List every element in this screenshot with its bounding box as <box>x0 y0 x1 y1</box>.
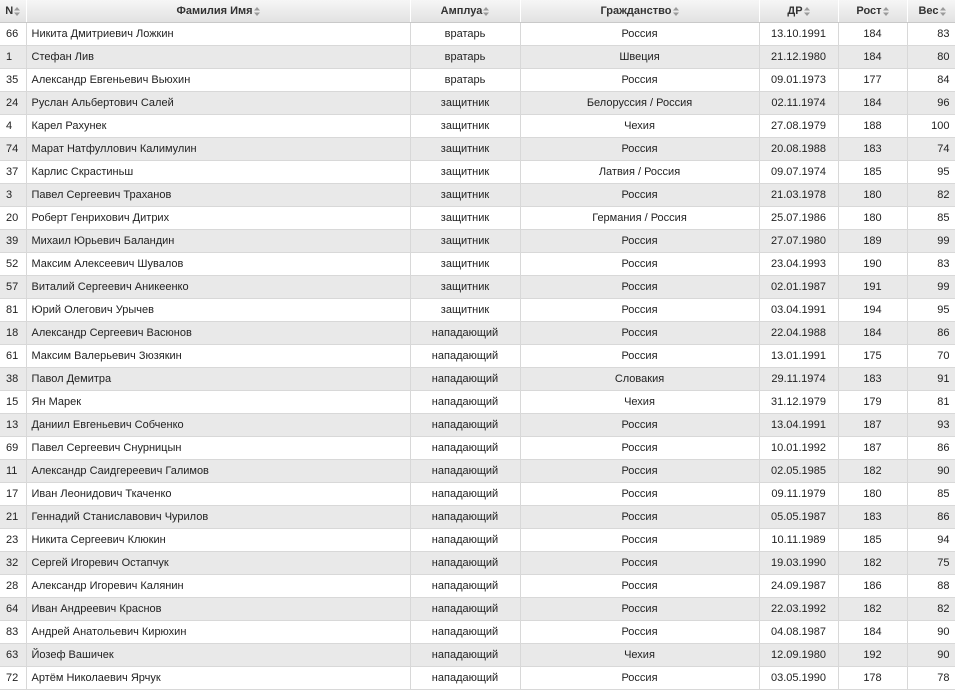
sort-arrows-icon <box>883 7 889 16</box>
cell-name: Павел Сергеевич Снурницын <box>26 437 410 460</box>
cell-citizenship: Россия <box>520 414 759 437</box>
cell-weight: 90 <box>907 621 955 644</box>
cell-citizenship: Чехия <box>520 644 759 667</box>
cell-dob: 31.12.1979 <box>759 391 838 414</box>
table-row <box>0 345 955 368</box>
cell-position: нападающий <box>410 529 520 552</box>
cell-position: нападающий <box>410 667 520 690</box>
cell-height: 185 <box>838 529 907 552</box>
table-header-row <box>0 0 955 23</box>
cell-name: Йозеф Вашичек <box>26 644 410 667</box>
cell-weight: 85 <box>907 483 955 506</box>
column-header-label: Амплуа <box>440 5 483 17</box>
cell-name: Даниил Евгеньевич Собченко <box>26 414 410 437</box>
column-header-height[interactable] <box>838 0 907 23</box>
cell-number: 64 <box>0 598 26 621</box>
cell-height: 183 <box>838 138 907 161</box>
cell-number: 32 <box>0 552 26 575</box>
cell-citizenship: Россия <box>520 483 759 506</box>
cell-height: 183 <box>838 506 907 529</box>
cell-dob: 21.03.1978 <box>759 184 838 207</box>
cell-name: Геннадий Станиславович Чурилов <box>26 506 410 529</box>
cell-height: 189 <box>838 230 907 253</box>
cell-dob: 04.08.1987 <box>759 621 838 644</box>
table-row <box>0 161 955 184</box>
cell-name: Александр Сергеевич Васюнов <box>26 322 410 345</box>
cell-position: вратарь <box>410 23 520 46</box>
column-header-label: Рост <box>856 5 882 17</box>
cell-number: 28 <box>0 575 26 598</box>
cell-citizenship: Россия <box>520 437 759 460</box>
cell-dob: 21.12.1980 <box>759 46 838 69</box>
table-row <box>0 138 955 161</box>
table-row <box>0 437 955 460</box>
cell-name: Павол Демитра <box>26 368 410 391</box>
cell-position: защитник <box>410 161 520 184</box>
cell-dob: 22.04.1988 <box>759 322 838 345</box>
cell-name: Андрей Анатольевич Кирюхин <box>26 621 410 644</box>
cell-position: нападающий <box>410 598 520 621</box>
cell-dob: 13.04.1991 <box>759 414 838 437</box>
cell-height: 190 <box>838 253 907 276</box>
cell-number: 37 <box>0 161 26 184</box>
table-row <box>0 460 955 483</box>
table-row <box>0 276 955 299</box>
table-row <box>0 483 955 506</box>
cell-citizenship: Чехия <box>520 391 759 414</box>
cell-dob: 09.01.1973 <box>759 69 838 92</box>
table-row <box>0 322 955 345</box>
cell-name: Павел Сергеевич Траханов <box>26 184 410 207</box>
cell-name: Ян Марек <box>26 391 410 414</box>
cell-height: 180 <box>838 184 907 207</box>
cell-name: Роберт Генрихович Дитрих <box>26 207 410 230</box>
sort-arrows-icon <box>254 7 260 16</box>
cell-weight: 95 <box>907 161 955 184</box>
cell-dob: 29.11.1974 <box>759 368 838 391</box>
cell-position: защитник <box>410 184 520 207</box>
cell-name: Артём Николаевич Ярчук <box>26 667 410 690</box>
cell-height: 180 <box>838 483 907 506</box>
cell-weight: 70 <box>907 345 955 368</box>
table-row <box>0 253 955 276</box>
table-row <box>0 184 955 207</box>
cell-position: защитник <box>410 230 520 253</box>
cell-position: защитник <box>410 115 520 138</box>
cell-height: 183 <box>838 368 907 391</box>
table-row <box>0 46 955 69</box>
sort-arrows-icon <box>14 7 20 16</box>
cell-weight: 88 <box>907 575 955 598</box>
cell-number: 81 <box>0 299 26 322</box>
cell-number: 15 <box>0 391 26 414</box>
cell-height: 182 <box>838 552 907 575</box>
cell-dob: 02.05.1985 <box>759 460 838 483</box>
cell-citizenship: Россия <box>520 345 759 368</box>
cell-citizenship: Белоруссия / Россия <box>520 92 759 115</box>
table-row <box>0 598 955 621</box>
cell-position: нападающий <box>410 345 520 368</box>
cell-position: нападающий <box>410 391 520 414</box>
cell-citizenship: Россия <box>520 184 759 207</box>
cell-height: 180 <box>838 207 907 230</box>
cell-weight: 75 <box>907 552 955 575</box>
cell-height: 182 <box>838 598 907 621</box>
cell-weight: 100 <box>907 115 955 138</box>
cell-number: 83 <box>0 621 26 644</box>
cell-citizenship: Латвия / Россия <box>520 161 759 184</box>
table-row <box>0 391 955 414</box>
column-header-number[interactable] <box>0 0 26 23</box>
cell-weight: 86 <box>907 506 955 529</box>
cell-position: нападающий <box>410 621 520 644</box>
cell-number: 3 <box>0 184 26 207</box>
cell-citizenship: Чехия <box>520 115 759 138</box>
cell-name: Михаил Юрьевич Баландин <box>26 230 410 253</box>
cell-weight: 86 <box>907 437 955 460</box>
cell-height: 182 <box>838 460 907 483</box>
cell-position: нападающий <box>410 506 520 529</box>
cell-weight: 83 <box>907 253 955 276</box>
cell-weight: 99 <box>907 230 955 253</box>
cell-dob: 19.03.1990 <box>759 552 838 575</box>
cell-number: 13 <box>0 414 26 437</box>
cell-position: нападающий <box>410 483 520 506</box>
cell-name: Александр Евгеньевич Вьюхин <box>26 69 410 92</box>
cell-number: 57 <box>0 276 26 299</box>
cell-height: 184 <box>838 621 907 644</box>
cell-citizenship: Россия <box>520 575 759 598</box>
cell-position: нападающий <box>410 437 520 460</box>
cell-position: нападающий <box>410 644 520 667</box>
column-header-label: N <box>5 5 14 17</box>
cell-height: 187 <box>838 437 907 460</box>
cell-citizenship: Россия <box>520 552 759 575</box>
cell-name: Александр Игоревич Калянин <box>26 575 410 598</box>
cell-weight: 86 <box>907 322 955 345</box>
cell-number: 69 <box>0 437 26 460</box>
cell-number: 74 <box>0 138 26 161</box>
cell-position: защитник <box>410 92 520 115</box>
cell-height: 185 <box>838 161 907 184</box>
cell-number: 38 <box>0 368 26 391</box>
cell-height: 191 <box>838 276 907 299</box>
cell-height: 194 <box>838 299 907 322</box>
table-row <box>0 230 955 253</box>
sort-arrows-icon <box>483 7 489 16</box>
cell-dob: 13.01.1991 <box>759 345 838 368</box>
cell-position: защитник <box>410 276 520 299</box>
cell-name: Максим Валерьевич Зюзякин <box>26 345 410 368</box>
cell-citizenship: Россия <box>520 230 759 253</box>
cell-number: 63 <box>0 644 26 667</box>
cell-name: Руслан Альбертович Салей <box>26 92 410 115</box>
cell-weight: 83 <box>907 23 955 46</box>
cell-weight: 85 <box>907 207 955 230</box>
cell-dob: 20.08.1988 <box>759 138 838 161</box>
cell-position: нападающий <box>410 552 520 575</box>
table-row <box>0 575 955 598</box>
cell-citizenship: Россия <box>520 322 759 345</box>
column-header-citizenship[interactable] <box>520 0 759 23</box>
cell-height: 184 <box>838 23 907 46</box>
cell-height: 192 <box>838 644 907 667</box>
cell-dob: 02.11.1974 <box>759 92 838 115</box>
cell-height: 186 <box>838 575 907 598</box>
cell-name: Карел Рахунек <box>26 115 410 138</box>
cell-height: 184 <box>838 322 907 345</box>
cell-height: 175 <box>838 345 907 368</box>
table-row <box>0 667 955 690</box>
table-row <box>0 414 955 437</box>
table-row <box>0 207 955 230</box>
cell-dob: 09.07.1974 <box>759 161 838 184</box>
cell-citizenship: Россия <box>520 276 759 299</box>
cell-weight: 82 <box>907 598 955 621</box>
cell-name: Юрий Олегович Урычев <box>26 299 410 322</box>
cell-name: Максим Алексеевич Шувалов <box>26 253 410 276</box>
sort-arrows-icon <box>673 7 679 16</box>
cell-citizenship: Германия / Россия <box>520 207 759 230</box>
cell-height: 188 <box>838 115 907 138</box>
cell-number: 61 <box>0 345 26 368</box>
cell-position: нападающий <box>410 575 520 598</box>
cell-number: 66 <box>0 23 26 46</box>
cell-number: 24 <box>0 92 26 115</box>
column-header-label: Фамилия Имя <box>176 5 253 17</box>
table-row <box>0 529 955 552</box>
cell-name: Виталий Сергеевич Аникеенко <box>26 276 410 299</box>
cell-name: Марат Натфуллович Калимулин <box>26 138 410 161</box>
cell-position: защитник <box>410 299 520 322</box>
table-row <box>0 69 955 92</box>
cell-citizenship: Словакия <box>520 368 759 391</box>
cell-dob: 10.11.1989 <box>759 529 838 552</box>
cell-citizenship: Россия <box>520 506 759 529</box>
table-row <box>0 92 955 115</box>
cell-weight: 96 <box>907 92 955 115</box>
cell-citizenship: Россия <box>520 598 759 621</box>
column-header-name[interactable] <box>26 0 410 23</box>
cell-height: 177 <box>838 69 907 92</box>
cell-dob: 24.09.1987 <box>759 575 838 598</box>
cell-citizenship: Россия <box>520 529 759 552</box>
cell-number: 11 <box>0 460 26 483</box>
cell-citizenship: Россия <box>520 299 759 322</box>
cell-citizenship: Россия <box>520 23 759 46</box>
cell-number: 18 <box>0 322 26 345</box>
table-row <box>0 506 955 529</box>
table-body <box>0 23 955 690</box>
cell-weight: 99 <box>907 276 955 299</box>
table-row <box>0 552 955 575</box>
cell-name: Никита Дмитриевич Ложкин <box>26 23 410 46</box>
cell-name: Карлис Скрастиньш <box>26 161 410 184</box>
cell-weight: 81 <box>907 391 955 414</box>
cell-weight: 90 <box>907 460 955 483</box>
cell-weight: 82 <box>907 184 955 207</box>
cell-number: 4 <box>0 115 26 138</box>
column-header-weight[interactable] <box>907 0 955 23</box>
cell-weight: 78 <box>907 667 955 690</box>
cell-number: 35 <box>0 69 26 92</box>
cell-weight: 94 <box>907 529 955 552</box>
cell-citizenship: Россия <box>520 69 759 92</box>
cell-number: 20 <box>0 207 26 230</box>
cell-name: Стефан Лив <box>26 46 410 69</box>
column-header-dob[interactable] <box>759 0 838 23</box>
cell-position: нападающий <box>410 368 520 391</box>
cell-citizenship: Россия <box>520 253 759 276</box>
cell-weight: 91 <box>907 368 955 391</box>
cell-weight: 95 <box>907 299 955 322</box>
cell-citizenship: Россия <box>520 667 759 690</box>
cell-dob: 25.07.1986 <box>759 207 838 230</box>
table-row <box>0 115 955 138</box>
cell-height: 179 <box>838 391 907 414</box>
cell-weight: 80 <box>907 46 955 69</box>
cell-citizenship: Швеция <box>520 46 759 69</box>
cell-weight: 74 <box>907 138 955 161</box>
sort-arrows-icon <box>940 7 946 16</box>
column-header-label: ДР <box>787 5 803 17</box>
cell-height: 178 <box>838 667 907 690</box>
cell-position: вратарь <box>410 46 520 69</box>
cell-height: 184 <box>838 92 907 115</box>
cell-number: 23 <box>0 529 26 552</box>
cell-dob: 23.04.1993 <box>759 253 838 276</box>
cell-position: нападающий <box>410 414 520 437</box>
cell-name: Иван Леонидович Ткаченко <box>26 483 410 506</box>
table-row <box>0 621 955 644</box>
cell-number: 21 <box>0 506 26 529</box>
cell-name: Александр Саидгереевич Галимов <box>26 460 410 483</box>
table-row <box>0 23 955 46</box>
cell-name: Сергей Игоревич Остапчук <box>26 552 410 575</box>
cell-number: 52 <box>0 253 26 276</box>
cell-dob: 27.08.1979 <box>759 115 838 138</box>
sort-arrows-icon <box>804 7 810 16</box>
cell-dob: 12.09.1980 <box>759 644 838 667</box>
cell-dob: 22.03.1992 <box>759 598 838 621</box>
cell-number: 17 <box>0 483 26 506</box>
cell-name: Никита Сергеевич Клюкин <box>26 529 410 552</box>
cell-dob: 10.01.1992 <box>759 437 838 460</box>
cell-position: нападающий <box>410 460 520 483</box>
table-row <box>0 644 955 667</box>
cell-number: 1 <box>0 46 26 69</box>
cell-weight: 90 <box>907 644 955 667</box>
cell-weight: 84 <box>907 69 955 92</box>
cell-citizenship: Россия <box>520 460 759 483</box>
cell-position: защитник <box>410 253 520 276</box>
cell-dob: 03.05.1990 <box>759 667 838 690</box>
table-row <box>0 368 955 391</box>
cell-height: 184 <box>838 46 907 69</box>
cell-dob: 02.01.1987 <box>759 276 838 299</box>
cell-position: защитник <box>410 138 520 161</box>
cell-position: защитник <box>410 207 520 230</box>
cell-position: вратарь <box>410 69 520 92</box>
column-header-label: Гражданство <box>600 5 672 17</box>
cell-number: 39 <box>0 230 26 253</box>
cell-number: 72 <box>0 667 26 690</box>
table-row <box>0 299 955 322</box>
cell-weight: 93 <box>907 414 955 437</box>
cell-name: Иван Андреевич Краснов <box>26 598 410 621</box>
cell-citizenship: Россия <box>520 138 759 161</box>
cell-dob: 27.07.1980 <box>759 230 838 253</box>
cell-dob: 03.04.1991 <box>759 299 838 322</box>
cell-position: нападающий <box>410 322 520 345</box>
cell-citizenship: Россия <box>520 621 759 644</box>
column-header-position[interactable] <box>410 0 520 23</box>
cell-dob: 09.11.1979 <box>759 483 838 506</box>
cell-dob: 13.10.1991 <box>759 23 838 46</box>
column-header-label: Вес <box>918 5 939 17</box>
cell-height: 187 <box>838 414 907 437</box>
cell-dob: 05.05.1987 <box>759 506 838 529</box>
